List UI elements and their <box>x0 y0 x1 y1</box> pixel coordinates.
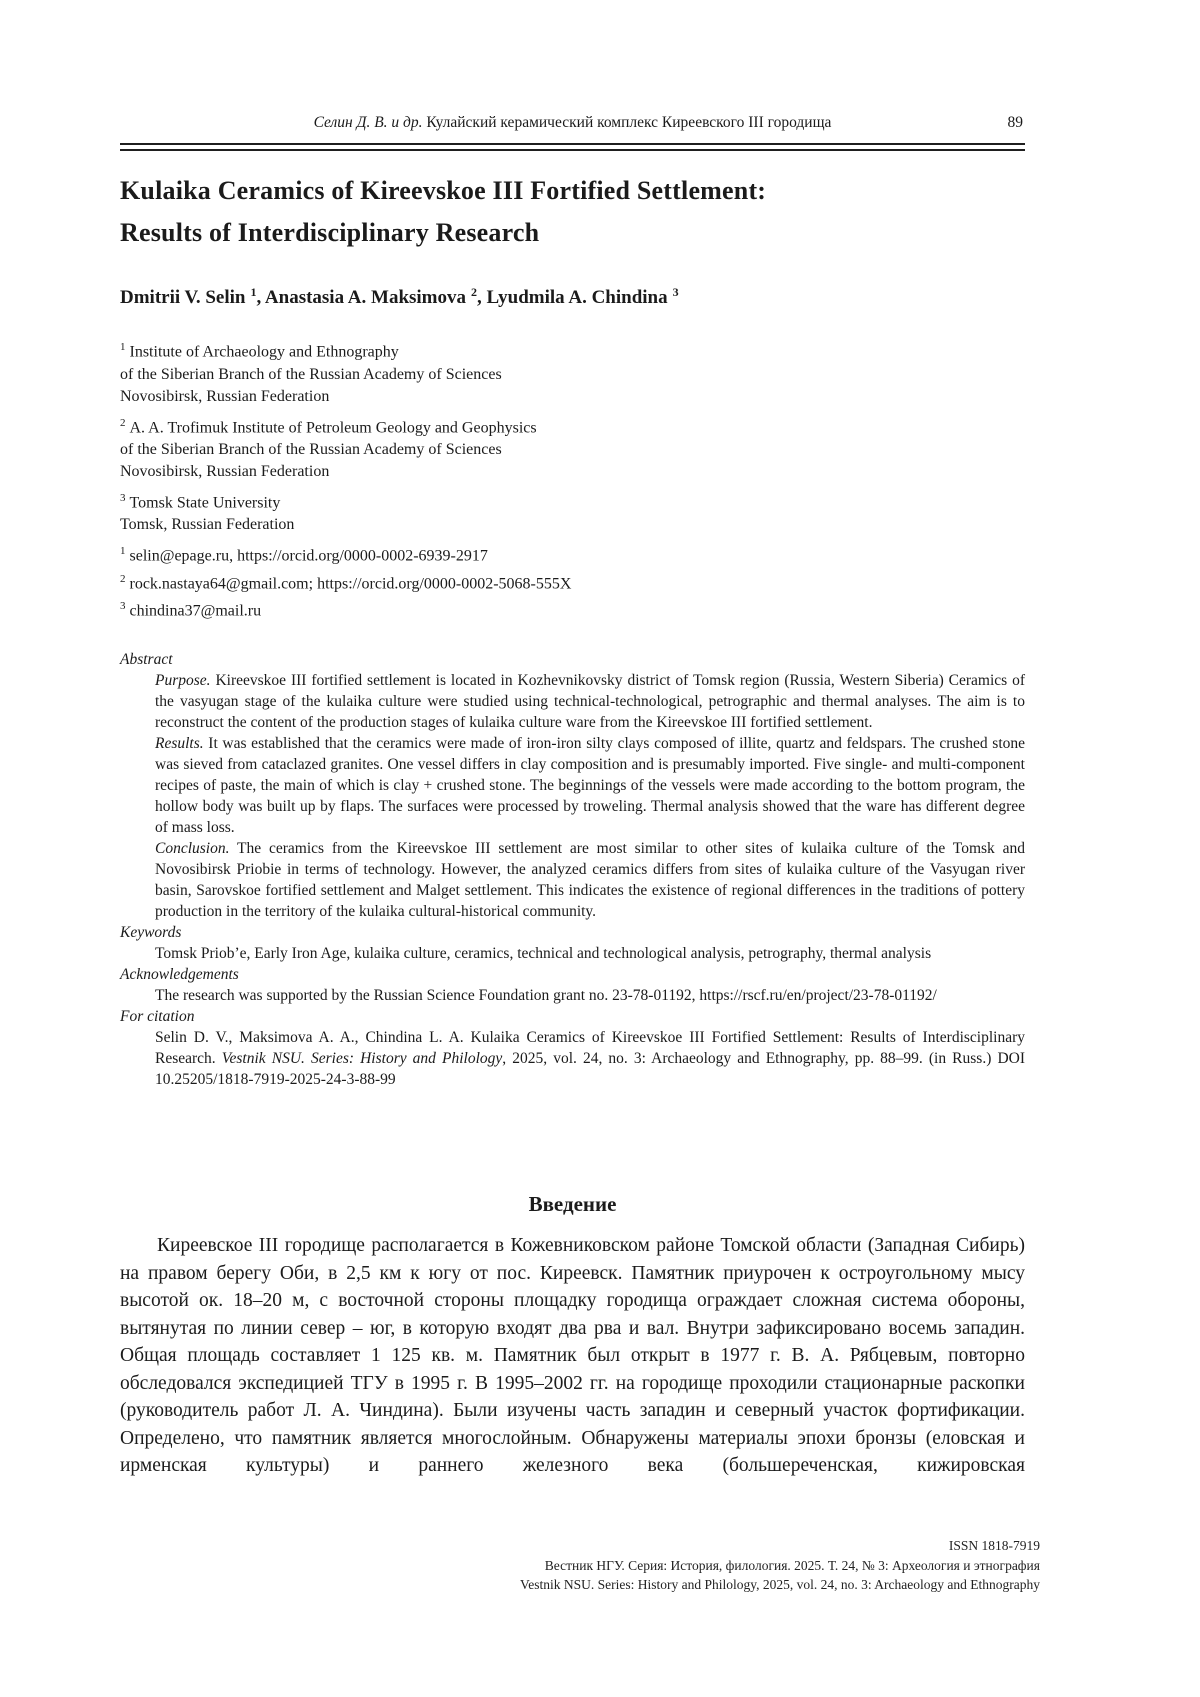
journal-footer <box>520 1536 1040 1595</box>
author-contacts <box>120 540 1025 622</box>
abstract-label: Abstract <box>120 651 173 669</box>
introduction-heading: Введение <box>528 1192 617 1216</box>
affiliation-2-marker: 2 <box>120 416 126 429</box>
affiliation-1-marker: 1 <box>120 341 126 354</box>
keywords-body <box>155 943 1025 964</box>
running-head-authors: Селин Д. В. и др. <box>313 114 423 131</box>
footer-issn: ISSN 1818-7919 <box>948 1538 1040 1553</box>
for-citation-text: Selin D. V., Maksimova A. A., Chindina L. A. Kulaika Ceramics of Kireevskoe III Fortified Settlement: Results of Interdisciplinary Research. Vestnik NSU. Series: History and Philology, 2025, vol. 24, no. 3: Archaeology and Ethnography, pp. 88–99. (in Russ.) DOI 10.25205/1818-7919-2025-24-3-88-99 <box>155 1029 1025 1089</box>
authors-line <box>120 279 1025 311</box>
author-1: Dmitrii V. Selin $^1$, <box>120 285 265 309</box>
author-3-affil-ref: 3 <box>672 285 679 299</box>
footer-journal-en: Vestnik NSU. Series: History and Philology, 2025, vol. 24, no. 3: Archaeology and Ethnography <box>520 1577 1040 1592</box>
abstract-body <box>155 670 1025 922</box>
contact-1: $^1$ selin@epage.ru, https://orcid.org/0000-0002-6939-2917 <box>120 545 488 565</box>
affiliation-2: $^2$ A. A. Trofimuk Institute of Petroleum Geology and Geophysics of the Siberian Branch of the Russian Academy of Sciences Novosibirsk, Russian Federation <box>120 416 537 480</box>
acknowledgements-label: Acknowledgements <box>120 966 239 984</box>
affiliation-3: $^3$ Tomsk State University Tomsk, Russian Federation <box>120 491 295 534</box>
footer-journal-ru: Вестник НГУ. Серия: История, филология. 2025. Т. 24, № 3: Археология и этнография <box>544 1557 1040 1573</box>
abstract-purpose: Purpose. Kireevskoe III fortified settlement is located in Kozhevnikovsky district of Tomsk region (Russia, Western Siberia) Ceramics of the vasyugan stage of the kulaika culture were studied using technical-technological, petrographic and thermal analyses. The aim is to reconstruct the content of the production stages of kulaika culture ware from the Kireevskoe III fortified settlement. <box>155 672 1025 732</box>
for-citation-label: For citation <box>120 1008 195 1026</box>
running-head-title: Кулайский керамический комплекс Киреевского III городища <box>422 114 832 131</box>
front-matter <box>120 649 1025 1090</box>
introduction-paragraph: Киреевское III городище располагается в Кожевниковском районе Томской области (Западная Сибирь) на правом берегу Оби, в 2,5 км к югу от пос. Киреевск. Памятник приурочен к остроугольному мысу высотой ок. 18–20 м, с восточной стороны площадку городища ограждает сложная система обороны, вытянутая по линии север – юг, в которую входят два рва и вал. Внутри зафиксировано восемь западин. Общая площадь составляет 1 125 кв. м. Памятник был открыт в 1977 г. В. А. Рябцевым, повторно обследовался экспедицией ТГУ в 1995 г. В 1995–2002 гг. на городище проходили стационарные раскопки (руководитель работ Л. А. Чиндина). Были изучены часть западин и северный участок фортификации. Определено, что памятник является многослойным. Обнаружены материалы эпохи бронзы (еловская и ирменская культуры) и раннего железного века (большереченская, кижировская <box>120 1235 1025 1476</box>
acknowledgements-body <box>155 985 1025 1006</box>
author-3: Lyudmila A. Chindina $^3$ <box>486 285 679 309</box>
article-title <box>120 170 1025 254</box>
affiliations <box>120 336 1025 536</box>
contact-1-text: selin@epage.ru, https://orcid.org/0000-0002-6939-2917 <box>129 547 488 565</box>
author-2-affil-ref: 2 <box>471 285 478 299</box>
article-title-line2: Results of Interdisciplinary Research <box>120 218 540 247</box>
for-citation-body <box>155 1027 1025 1090</box>
acknowledgements-text: The research was supported by the Russian Science Foundation grant no. 23-78-01192, https://rscf.ru/en/project/23-78-01192/ <box>155 987 937 1005</box>
page-number: 89 <box>1007 114 1023 131</box>
abstract-conclusion: Conclusion. The ceramics from the Kireevskoe III settlement are most similar to other sites of kulaika culture of the Tomsk and Novosibirsk Priobie in terms of technology. However, the analyzed ceramics differs from sites of kulaika culture of the Vasyugan river basin, Sarovskoe fortified settlement and Malget settlement. This indicates the existence of regional differences in the traditions of pottery production in the territory of the kulaika cultural-historical community. <box>155 840 1025 921</box>
header-double-rule <box>120 143 1025 151</box>
keywords-label: Keywords <box>120 924 182 942</box>
article-title-line1: Kulaika Ceramics of Kireevskoe III Fortified Settlement: <box>120 176 767 205</box>
running-head <box>120 112 1025 134</box>
contact-2: $^2$ rock.nastaya64@gmail.com; https://orcid.org/0000-0002-5068-555X <box>120 572 572 592</box>
introduction-section <box>120 1190 1025 1480</box>
abstract-results: Results. It was established that the ceramics were made of iron-iron silty clays composed of illite, quartz and feldspars. The crushed stone was sieved from cataclazed granites. One vessel differs in clay composition and is presumably imported. Five single- and multi-component recipes of paste, the main of which is clay + crushed stone. The beginnings of the vessels were made according to the bottom program, the hollow body was built up by flaps. The surfaces were processed by troweling. Thermal analysis showed that the ware has different degree of mass loss. <box>155 735 1025 837</box>
affiliation-1: $^1$ Institute of Archaeology and Ethnography of the Siberian Branch of the Russian Academy of Sciences Novosibirsk, Russian Federation <box>120 341 502 405</box>
contact-2-text: rock.nastaya64@gmail.com; https://orcid.org/0000-0002-5068-555X <box>129 574 572 592</box>
contact-3: $^3$ chindina37@mail.ru <box>120 599 262 620</box>
contact-3-text: chindina37@mail.ru <box>129 602 262 620</box>
author-1-affil-ref: 1 <box>250 285 257 299</box>
author-2: Anastasia A. Maksimova $^2$, <box>264 285 487 309</box>
affiliation-3-marker: 3 <box>120 491 126 504</box>
page-content <box>120 0 1025 1476</box>
keywords-text: Tomsk Priob’e, Early Iron Age, kulaika culture, ceramics, technical and technological analysis, petrography, thermal analysis <box>155 945 932 963</box>
